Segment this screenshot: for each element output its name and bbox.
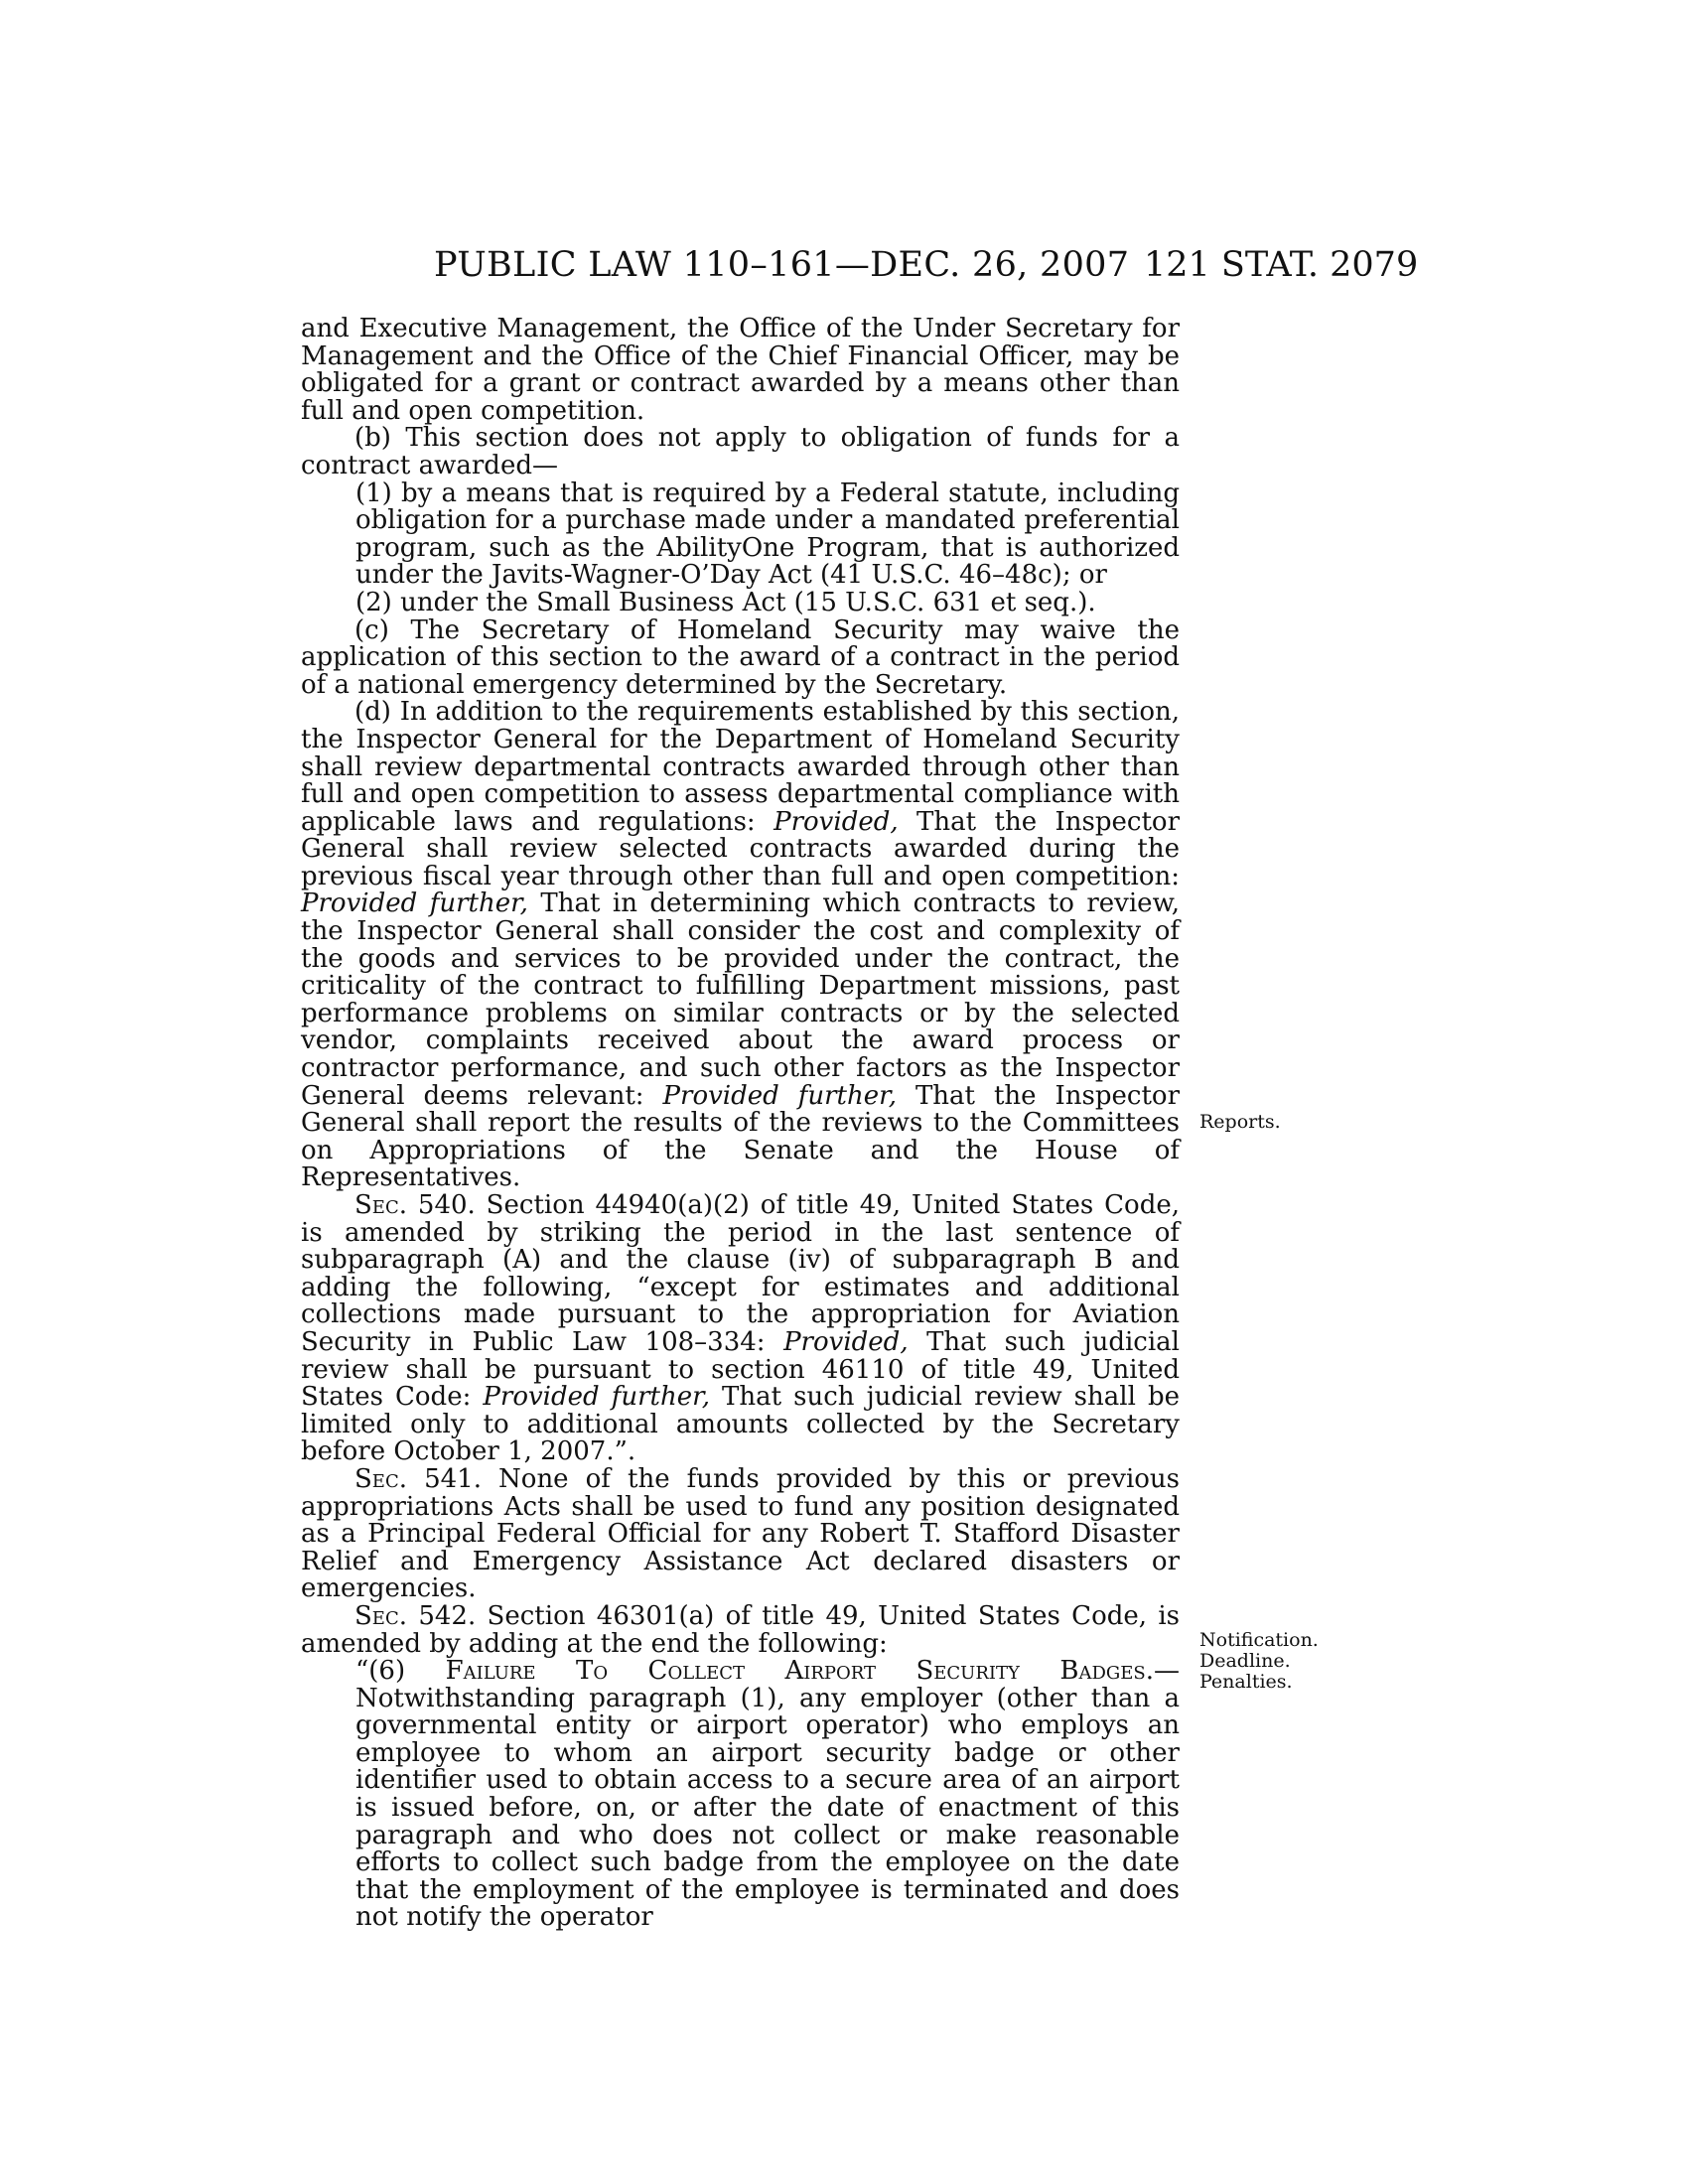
paragraph-c: (c) The Secretary of Homeland Security may waive the application of this section to the award of a contract in the period of a national emergency determined by the Secretary. — [301, 614, 1180, 700]
body-text — [301, 316, 1180, 1932]
paragraph-b-1: (1) by a means that is required by a Federal statute, including obligation for a purchase made under a mandated preferential program, such as the AbilityOne Program, that is authorized under the Javits-Wagner-O’Day Act (41 U.S.C. 46–48c); or — [355, 478, 1180, 591]
margin-note-notification: Notification. — [1199, 1629, 1319, 1651]
running-header-title: PUBLIC LAW 110–161—DEC. 26, 2007 — [434, 245, 1130, 285]
section-541: Sec. 541. None of the funds provided by this or previous appropriations Acts shall be used to fund any position designated as a Principal Federal Official for any Robert T. Stafford Disaster Relief and Emergency Assistance Act declared disasters or emergencies. — [301, 1463, 1180, 1604]
paragraph-6-failure-to-collect: “(6) Failure To Collect Airport Security Badges.— Notwithstanding paragraph (1), any employer (other than a governmental entity or airport operator) who employs an employee to whom an airport security badge or other identifier used to obtain access to a secure area of an airport is issued before, on, or after the date of enactment of this paragraph and who does not collect or make reasonable efforts to collect such badge from the employee on the date that the employment of the employee is terminated and does not notify the operator — [355, 1656, 1180, 1933]
margin-note-reports: Reports. — [1199, 1111, 1281, 1133]
paragraph-b: (b) This section does not apply to obligation of funds for a contract awarded— — [301, 423, 1180, 480]
paragraph-continuation: and Executive Management, the Office of the Under Secretary for Management and the Office of the Chief Financial Officer, may be obligated for a grant or contract awarded by a means other than full and open competition. — [301, 314, 1180, 426]
paragraph-b-2: (2) under the Small Business Act (15 U.S.C. 631 et seq.). — [355, 587, 1096, 617]
paragraph-d: (d) In addition to the requirements established by this section, the Inspector General for the Department of Homeland Security shall review departmental contracts awarded through other than full and open competition to assess departmental compliance with applicable laws and regulations: Provided, That the Inspector General shall review selected contracts awarded during the previous fiscal year through other than full and open competition: Provided further, That in determining which contracts to review, the Inspector General shall consider the cost and complexity of the goods and services to be provided under the contract, the criticality of the contract to fulfilling Department missions, past performance problems on similar contracts or by the selected vendor, complaints received about the award process or contractor performance, and such other factors as the Inspector General deems relevant: Provided further, That the Inspector General shall report the results of the reviews to the Committees on Appropriations of the Senate and the House of Representatives. — [301, 697, 1181, 1193]
margin-note-penalties: Penalties. — [1199, 1671, 1293, 1693]
page-stat-number: 121 STAT. 2079 — [1144, 245, 1419, 285]
margin-note-deadline: Deadline. — [1199, 1650, 1291, 1672]
section-542: Sec. 542. Section 46301(a) of title 49, United States Code, is amended by adding at the end the following: — [301, 1600, 1180, 1659]
section-540: Sec. 540. Section 44940(a)(2) of title 49, United States Code, is amended by striking the period in the last sentence of subparagraph (A) and the clause (iv) of subparagraph B and adding the following, “except for estimates and additional collections made pursuant to the appropriation for Aviation Security in Public Law 108–334: Provided, That such judicial review shall be pursuant to section 46110 of title 49, United States Code: Provided further, That such judicial review shall be limited only to additional amounts collected by the Secretary before October 1, 2007.”. — [301, 1190, 1180, 1467]
